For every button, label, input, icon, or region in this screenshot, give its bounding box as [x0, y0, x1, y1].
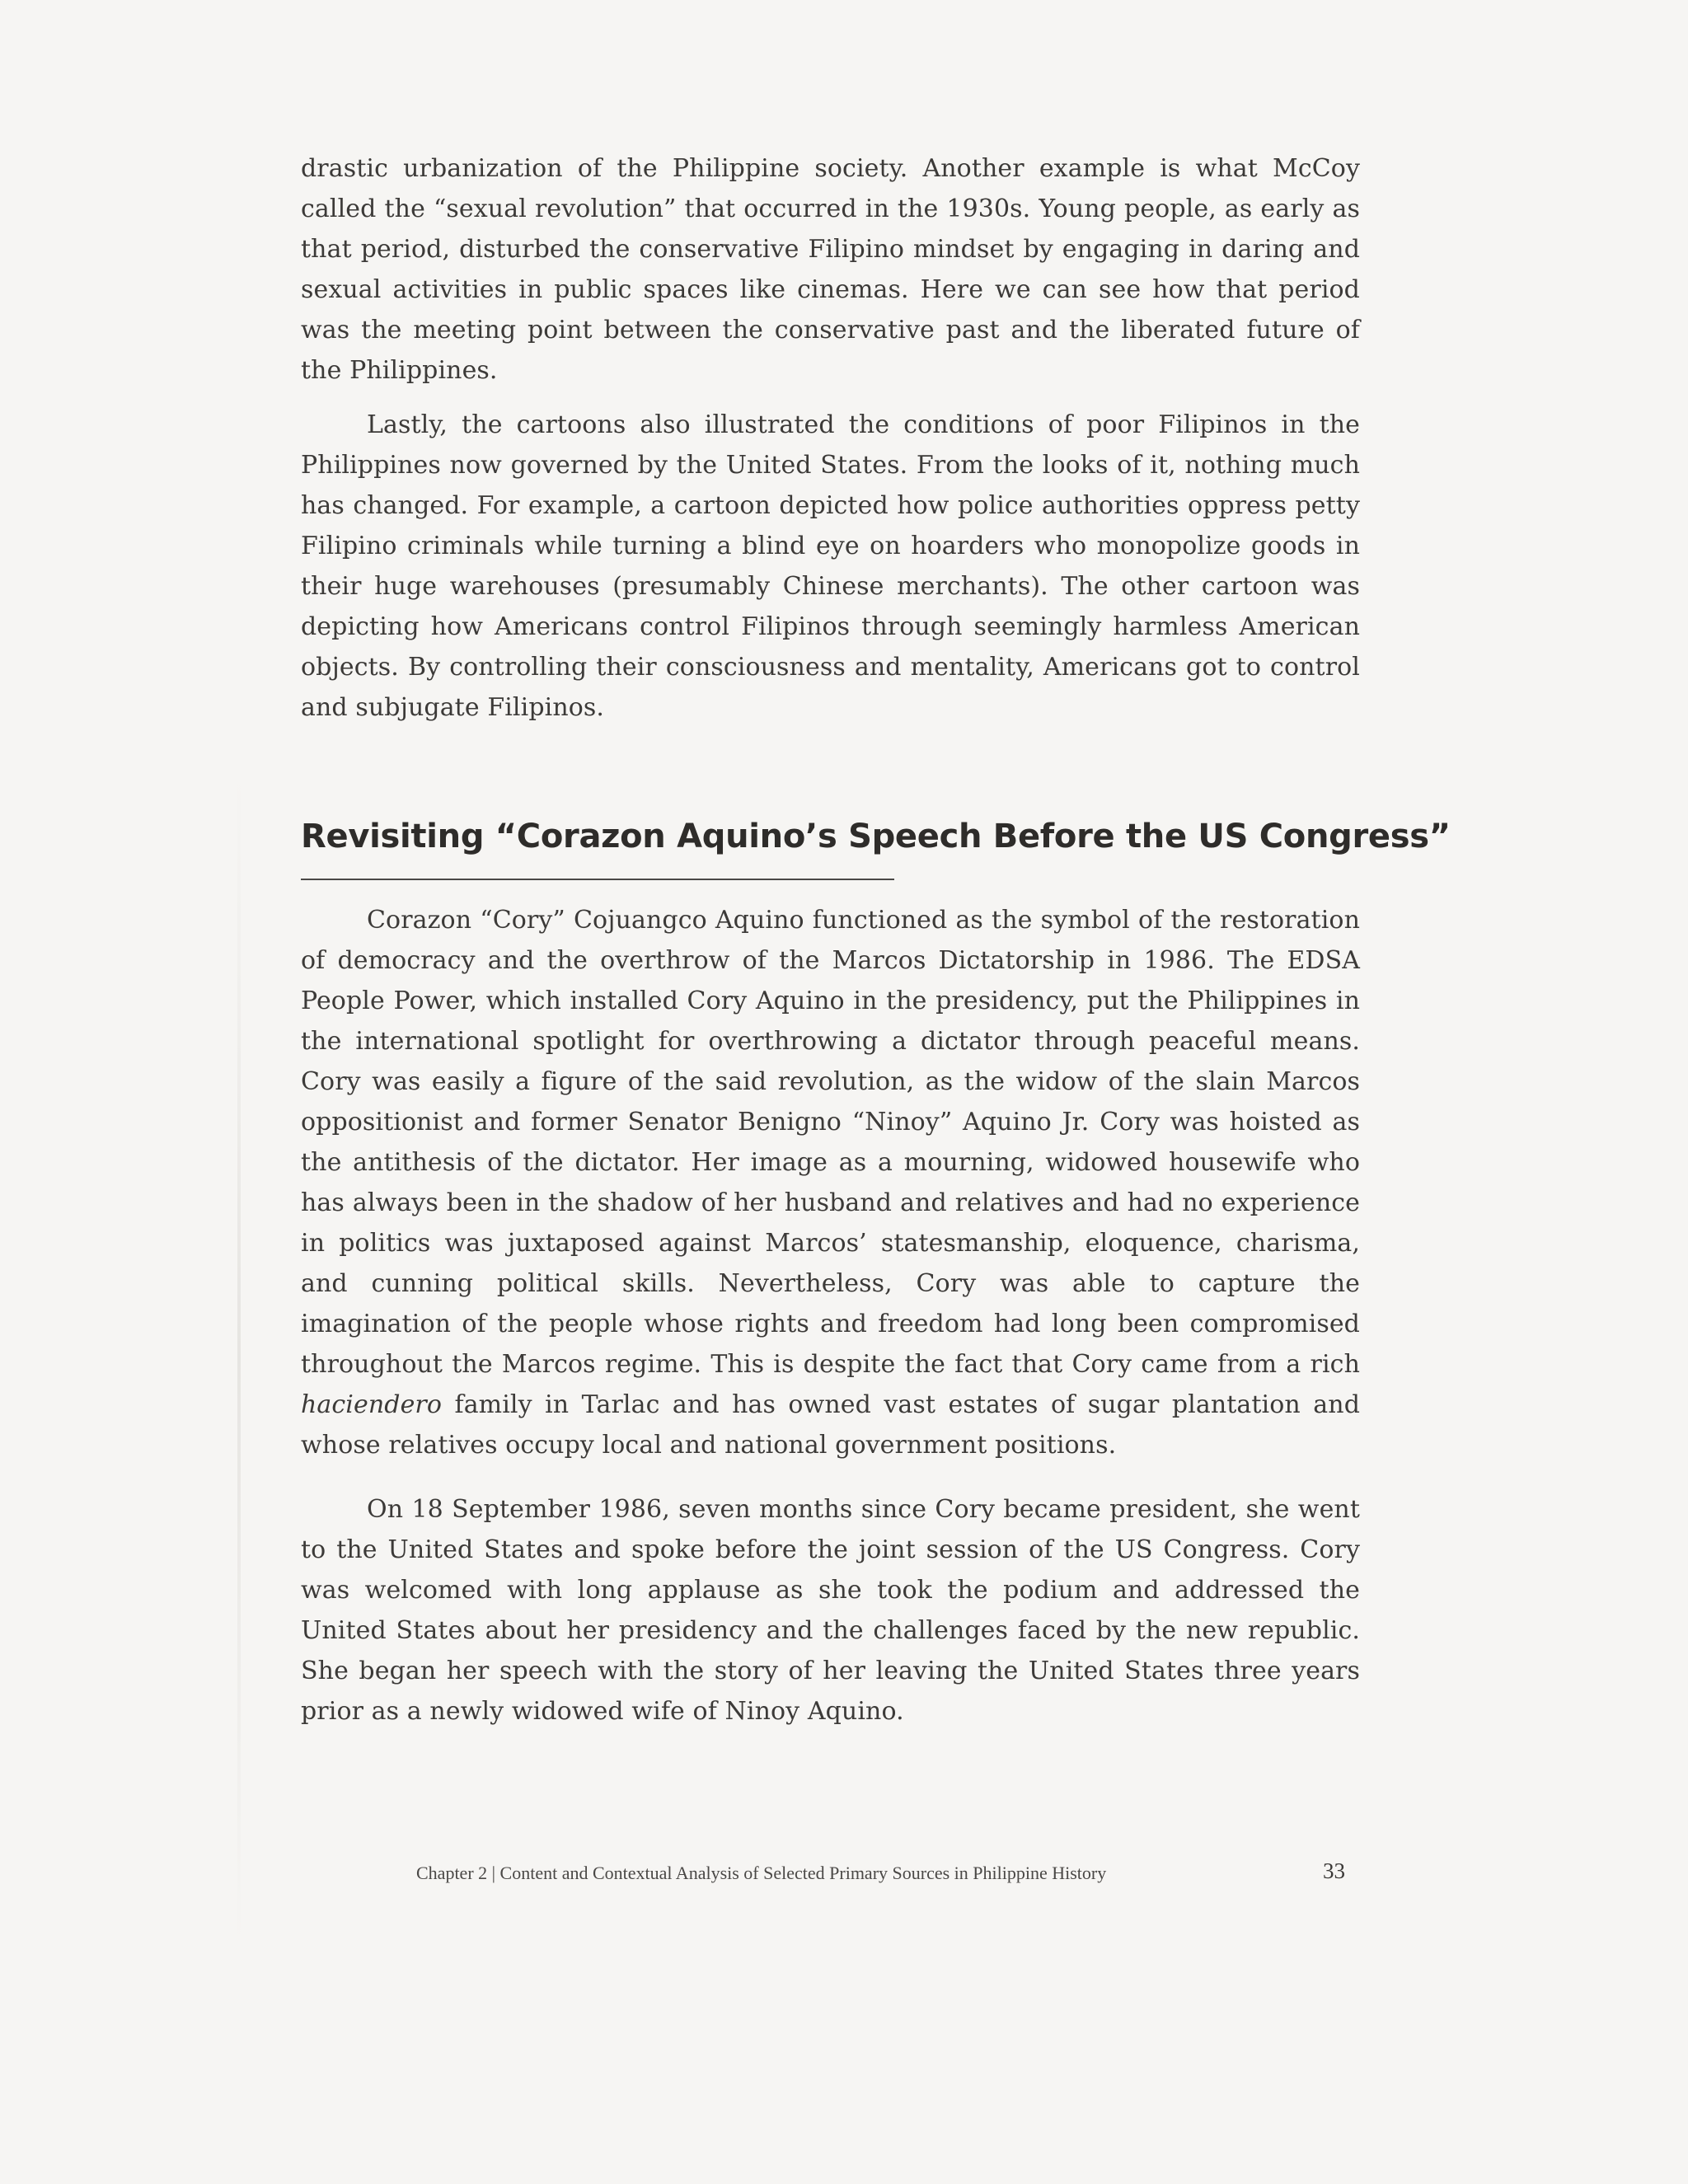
- heading-underline: [301, 879, 894, 880]
- paragraph-us-congress-speech: On 18 September 1986, seven months since Cory became president, she went to the United States and spoke before the joint session of the US Congress. Cory was welcomed with long applause as she took the podium and addressed the United States about her presidency and the challenges faced by the new republic. She began her speech with the story of her leaving the United States three years prior as a newly widowed wife of Ninoy Aquino.: [301, 1495, 1360, 1726]
- scan-edge-shadow: [237, 775, 241, 1945]
- paragraph-urbanization: drastic urbanization of the Philippine society. Another example is what McCoy called the “sexual revolution” that occurred in the 1930s. Young people, as early as that period, disturbed the conservative Filipino mindset by engaging in daring and sexual activities in public spaces like cinemas. Here we can see how that period was the meeting point between the conservative past and the liberated future of the Philippines.: [301, 154, 1360, 385]
- footer-chapter-title: Chapter 2 | Content and Contextual Analysis of Selected Primary Sources in Philippine History: [416, 1863, 1107, 1883]
- paragraph-3-text-end: family in Tarlac and has owned vast estates of sugar plantation and whose relatives occupy local and national government positions.: [301, 1390, 1360, 1460]
- paragraph-cartoons: Lastly, the cartoons also illustrated the conditions of poor Filipinos in the Philippines now governed by the United States. From the looks of it, nothing much has changed. For example, a cartoon depicted how police authorities oppress petty Filipino criminals while turning a blind eye on hoarders who monopolize goods in their huge warehouses (presumably Chinese merchants). The other cartoon was depicting how Americans control Filipinos through seemingly harmless American objects. By controlling their consciousness and mentality, Americans got to control and subjugate Filipinos.: [301, 410, 1360, 722]
- paragraph-corazon-aquino: [301, 900, 1360, 1465]
- section-heading: Revisiting “Corazon Aquino’s Speech Before the US Congress”: [301, 818, 1451, 855]
- top-text-block: [301, 148, 1360, 728]
- page-number: 33: [1323, 1858, 1345, 1883]
- page-footer: [416, 1863, 1352, 1884]
- italic-term-haciendero: haciendero: [301, 1390, 443, 1419]
- paragraph-3-text-start: Corazon “Cory” Cojuangco Aquino functioned as the symbol of the restoration of democracy and the overthrow of the Marcos Dictatorship in 1986. The EDSA People Power, which installed Cory Aquino in the presidency, put the Philippines in the international spotlight for overthrowing a dictator through peaceful means. Cory was easily a figure of the said revolution, as the widow of the slain Marcos oppositionist and former Senator Benigno “Ninoy” Aquino Jr. Cory was hoisted as the antithesis of the dictator. Her image as a mourning, widowed housewife who has always been in the shadow of her husband and relatives and had no experience in politics was juxtaposed against Marcos’ statesmanship, eloquence, charisma, and cunning political skills. Nevertheless, Cory was able to capture the imagination of the people whose rights and freedom had long been compromised throughout the Marcos regime. This is despite the fact that Cory came from a rich: [301, 906, 1360, 1379]
- bottom-text-block: [301, 900, 1360, 1732]
